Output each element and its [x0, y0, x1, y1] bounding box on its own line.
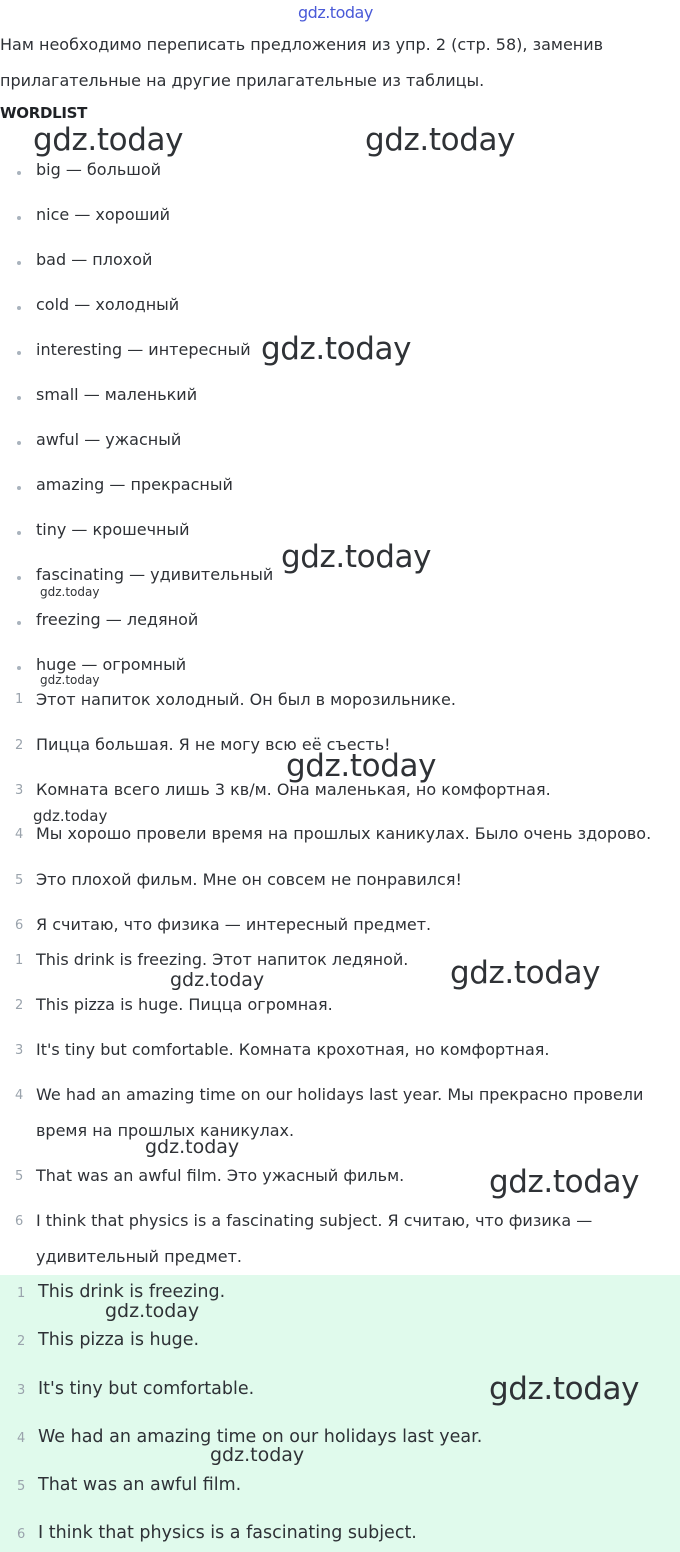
watermark: gdz.today — [450, 955, 601, 991]
word-item: interesting — интересный — [36, 340, 251, 359]
bullet-icon — [17, 351, 21, 355]
translation-line: It's tiny but comfortable. Комната крохотная, но комфортная. — [36, 1040, 550, 1059]
bullet-icon — [17, 576, 21, 580]
word-item: tiny — крошечный — [36, 520, 190, 539]
bullet-icon — [17, 531, 21, 535]
answer-box — [0, 1275, 680, 1552]
sentence-ru: Мы хорошо провели время на прошлых каникулах. Было очень здорово. — [36, 824, 652, 843]
item-number: 5 — [15, 1169, 24, 1184]
word-item: huge — огромный — [36, 655, 187, 674]
watermark: gdz.today — [261, 331, 412, 367]
answer-line: This pizza is huge. — [38, 1330, 200, 1350]
translation-line: I think that physics is a fascinating subject. Я считаю, что физика — — [36, 1211, 593, 1230]
sentence-ru: Комната всего лишь 3 кв/м. Она маленькая, но комфортная. — [36, 780, 551, 799]
bullet-icon — [17, 666, 21, 670]
watermark: gdz.today — [33, 807, 108, 825]
watermark: gdz.today — [145, 1136, 240, 1158]
translation-line: время на прошлых каникулах. — [36, 1121, 295, 1140]
sentence-ru: Это плохой фильм. Мне он совсем не понравился! — [36, 870, 462, 889]
sentence-ru: Я считаю, что физика — интересный предмет. — [36, 915, 432, 934]
bullet-icon — [17, 261, 21, 265]
sentence-ru: Пицца большая. Я не могу всю её съесть! — [36, 735, 391, 754]
site-logo: gdz.today — [298, 3, 373, 22]
translation-line: That was an awful film. Это ужасный фильм. — [36, 1166, 405, 1185]
watermark: gdz.today — [105, 1300, 200, 1322]
watermark: gdz.today — [281, 539, 432, 575]
translation-line: This drink is freezing. Этот напиток ледяной. — [36, 950, 409, 969]
answer-line: That was an awful film. — [38, 1475, 242, 1495]
watermark: gdz.today — [33, 122, 184, 158]
item-number: 1 — [15, 953, 24, 968]
item-number: 6 — [17, 1527, 26, 1542]
answer-line: It's tiny but comfortable. — [38, 1379, 255, 1399]
answer-line: I think that physics is a fascinating subject. — [38, 1523, 417, 1543]
translation-line: We had an amazing time on our holidays last year. Мы прекрасно провели — [36, 1085, 644, 1104]
item-number: 3 — [15, 783, 24, 798]
item-number: 4 — [15, 827, 24, 842]
watermark: gdz.today — [286, 748, 437, 784]
word-item: awful — ужасный — [36, 430, 182, 449]
bullet-icon — [17, 171, 21, 175]
word-item: fascinating — удивительный — [36, 565, 274, 584]
answer-line: We had an amazing time on our holidays last year. — [38, 1427, 483, 1447]
item-number: 6 — [15, 918, 24, 933]
item-number: 2 — [17, 1334, 26, 1349]
item-number: 2 — [15, 738, 24, 753]
translation-line: удивительный предмет. — [36, 1247, 242, 1266]
sentence-ru: Этот напиток холодный. Он был в морозильнике. — [36, 690, 456, 709]
word-item: small — маленький — [36, 385, 198, 404]
watermark: gdz.today — [210, 1444, 305, 1466]
bullet-icon — [17, 621, 21, 625]
bullet-icon — [17, 216, 21, 220]
answer-line: This drink is freezing. — [38, 1282, 226, 1302]
word-item: bad — плохой — [36, 250, 153, 269]
watermark: gdz.today — [489, 1371, 640, 1407]
word-item: nice — хороший — [36, 205, 171, 224]
watermark: gdz.today — [365, 122, 516, 158]
watermark: gdz.today — [40, 673, 100, 687]
bullet-icon — [17, 396, 21, 400]
watermark: gdz.today — [40, 585, 100, 599]
bullet-icon — [17, 441, 21, 445]
item-number: 3 — [17, 1383, 26, 1398]
watermark: gdz.today — [170, 969, 265, 991]
intro-line-2: прилагательные на другие прилагательные из таблицы. — [0, 71, 485, 90]
translation-line: This pizza is huge. Пицца огромная. — [36, 995, 333, 1014]
wordlist-title: WORDLIST — [0, 104, 88, 122]
word-item: cold — холодный — [36, 295, 180, 314]
word-item: big — большой — [36, 160, 162, 179]
item-number: 6 — [15, 1214, 24, 1229]
item-number: 3 — [15, 1043, 24, 1058]
word-item: freezing — ледяной — [36, 610, 199, 629]
item-number: 1 — [15, 692, 24, 707]
item-number: 4 — [15, 1088, 24, 1103]
item-number: 5 — [15, 873, 24, 888]
item-number: 2 — [15, 998, 24, 1013]
item-number: 1 — [17, 1286, 26, 1301]
item-number: 4 — [17, 1431, 26, 1446]
bullet-icon — [17, 306, 21, 310]
bullet-icon — [17, 486, 21, 490]
item-number: 5 — [17, 1479, 26, 1494]
watermark: gdz.today — [489, 1164, 640, 1200]
word-item: amazing — прекрасный — [36, 475, 233, 494]
intro-line-1: Нам необходимо переписать предложения из упр. 2 (стр. 58), заменив — [0, 35, 604, 54]
